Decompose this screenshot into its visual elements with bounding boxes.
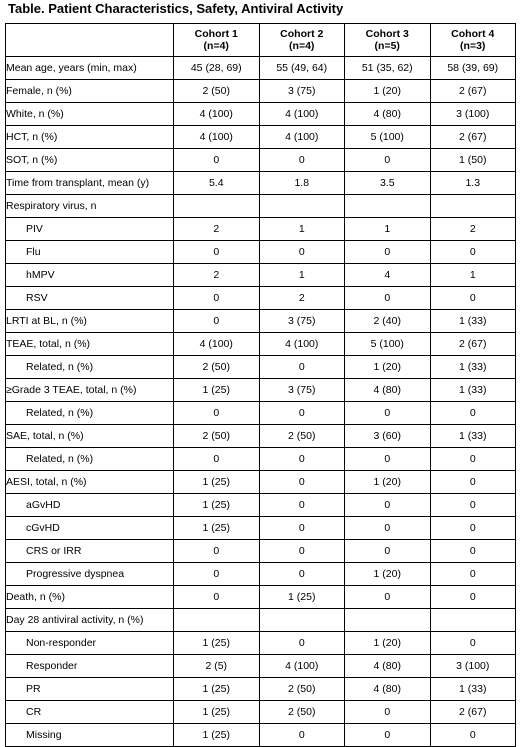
header-cohort-4	[430, 24, 516, 57]
cohort-4-value: 58 (39, 69)	[430, 57, 516, 80]
cohort-3-value: 0	[345, 724, 431, 747]
cohort-2-value: 4 (100)	[259, 333, 345, 356]
cohort-3-value: 4 (80)	[345, 678, 431, 701]
cohort-4-value: 2 (67)	[430, 701, 516, 724]
table-row	[6, 701, 516, 724]
row-label: Flu	[6, 241, 174, 264]
cohort-3-value: 1 (20)	[345, 80, 431, 103]
cohort-4-value: 2 (67)	[430, 333, 516, 356]
cohort-4-value: 1	[430, 264, 516, 287]
cohort-3-value: 0	[345, 540, 431, 563]
cohort-1-value: 0	[174, 586, 260, 609]
row-label: Death, n (%)	[6, 586, 174, 609]
cohort-1-value: 4 (100)	[174, 333, 260, 356]
cohort-3-value: 3.5	[345, 172, 431, 195]
cohort-4-value: 1 (33)	[430, 425, 516, 448]
cohort-4-value: 0	[430, 586, 516, 609]
table-row	[6, 379, 516, 402]
cohort-2-value: 0	[259, 724, 345, 747]
table-row	[6, 517, 516, 540]
header-cohort-1	[174, 24, 260, 57]
cohort-3-value: 2 (40)	[345, 310, 431, 333]
row-label: Related, n (%)	[6, 448, 174, 471]
table-row	[6, 149, 516, 172]
cohort-2-value: 1	[259, 264, 345, 287]
header-row	[6, 24, 516, 57]
row-label: Female, n (%)	[6, 80, 174, 103]
cohort-3-value: 4 (80)	[345, 379, 431, 402]
table-row	[6, 471, 516, 494]
cohort-2-value: 3 (75)	[259, 80, 345, 103]
table-row	[6, 586, 516, 609]
cohort-1-value: 1 (25)	[174, 632, 260, 655]
row-label: LRTI at BL, n (%)	[6, 310, 174, 333]
cohort-3-value: 0	[345, 494, 431, 517]
cohort-4-value: 1 (50)	[430, 149, 516, 172]
table-row	[6, 264, 516, 287]
row-label: cGvHD	[6, 517, 174, 540]
cohort-2-value: 1.8	[259, 172, 345, 195]
cohort-1-value: 5.4	[174, 172, 260, 195]
cohort-2-value: 0	[259, 494, 345, 517]
cohort-1-value: 1 (25)	[174, 678, 260, 701]
row-label: Respiratory virus, n	[6, 195, 174, 218]
row-label: hMPV	[6, 264, 174, 287]
cohort-2-value: 4 (100)	[259, 655, 345, 678]
table-row	[6, 241, 516, 264]
cohort-3-value: 0	[345, 448, 431, 471]
table-row	[6, 287, 516, 310]
cohort-3-value: 0	[345, 402, 431, 425]
cohort-1-value: 0	[174, 310, 260, 333]
cohort-4-value: 2	[430, 218, 516, 241]
cohort-3-value: 0	[345, 586, 431, 609]
cohort-size: (n=4)	[289, 40, 315, 52]
cohort-2-value: 0	[259, 402, 345, 425]
cohort-2-value: 3 (75)	[259, 310, 345, 333]
row-label: Mean age, years (min, max)	[6, 57, 174, 80]
cohort-4-value: 0	[430, 724, 516, 747]
cohort-2-value: 0	[259, 517, 345, 540]
table-row	[6, 172, 516, 195]
table-row	[6, 540, 516, 563]
cohort-2-value: 4 (100)	[259, 103, 345, 126]
cohort-3-value	[345, 195, 431, 218]
cohort-4-value: 3 (100)	[430, 103, 516, 126]
cohort-1-value: 1 (25)	[174, 724, 260, 747]
cohort-4-value: 1 (33)	[430, 678, 516, 701]
cohort-1-value: 0	[174, 540, 260, 563]
row-label: ≥Grade 3 TEAE, total, n (%)	[6, 379, 174, 402]
cohort-1-value: 2	[174, 264, 260, 287]
cohort-1-value: 1 (25)	[174, 379, 260, 402]
cohort-4-value	[430, 609, 516, 632]
row-label: HCT, n (%)	[6, 126, 174, 149]
header-cohort-3	[345, 24, 431, 57]
cohort-4-value: 0	[430, 287, 516, 310]
cohort-4-value: 2 (67)	[430, 80, 516, 103]
cohort-2-value	[259, 609, 345, 632]
row-label: Related, n (%)	[6, 356, 174, 379]
cohort-2-value: 2 (50)	[259, 678, 345, 701]
cohort-4-value: 0	[430, 563, 516, 586]
table-row	[6, 402, 516, 425]
cohort-2-value	[259, 195, 345, 218]
table-row	[6, 103, 516, 126]
cohort-1-value: 1 (25)	[174, 517, 260, 540]
cohort-4-value: 0	[430, 448, 516, 471]
cohort-1-value: 0	[174, 402, 260, 425]
cohort-size: (n=5)	[374, 40, 400, 52]
row-label: Related, n (%)	[6, 402, 174, 425]
cohort-3-value: 51 (35, 62)	[345, 57, 431, 80]
table-body	[6, 57, 516, 747]
cohort-4-value: 0	[430, 494, 516, 517]
row-label: Progressive dyspnea	[6, 563, 174, 586]
cohort-4-value: 1.3	[430, 172, 516, 195]
cohort-3-value: 1 (20)	[345, 471, 431, 494]
table-row	[6, 724, 516, 747]
table-row	[6, 655, 516, 678]
cohort-name: Cohort 4	[451, 28, 495, 40]
table-row	[6, 80, 516, 103]
cohort-1-value: 1 (25)	[174, 471, 260, 494]
row-label: TEAE, total, n (%)	[6, 333, 174, 356]
cohort-3-value: 0	[345, 517, 431, 540]
cohort-1-value: 0	[174, 241, 260, 264]
row-label: White, n (%)	[6, 103, 174, 126]
cohort-3-value: 1 (20)	[345, 563, 431, 586]
cohort-1-value: 2 (50)	[174, 425, 260, 448]
cohort-1-value: 0	[174, 563, 260, 586]
cohort-4-value: 1 (33)	[430, 356, 516, 379]
table-row	[6, 195, 516, 218]
cohort-4-value: 0	[430, 241, 516, 264]
cohort-2-value: 0	[259, 356, 345, 379]
cohort-4-value	[430, 195, 516, 218]
cohort-2-value: 0	[259, 540, 345, 563]
cohort-1-value: 4 (100)	[174, 126, 260, 149]
row-label: AESI, total, n (%)	[6, 471, 174, 494]
cohort-3-value: 5 (100)	[345, 126, 431, 149]
table-row	[6, 563, 516, 586]
row-label: Day 28 antiviral activity, n (%)	[6, 609, 174, 632]
cohort-name: Cohort 1	[194, 28, 238, 40]
table-row	[6, 632, 516, 655]
cohort-4-value: 0	[430, 632, 516, 655]
row-label: SOT, n (%)	[6, 149, 174, 172]
row-label: CRS or IRR	[6, 540, 174, 563]
cohort-size: (n=4)	[203, 40, 229, 52]
table-row	[6, 448, 516, 471]
cohort-3-value: 4 (80)	[345, 103, 431, 126]
cohort-4-value: 1 (33)	[430, 310, 516, 333]
cohort-2-value: 3 (75)	[259, 379, 345, 402]
cohort-3-value: 0	[345, 701, 431, 724]
table-row	[6, 310, 516, 333]
table-row	[6, 356, 516, 379]
cohort-4-value: 0	[430, 402, 516, 425]
cohort-2-value: 0	[259, 632, 345, 655]
cohort-2-value: 0	[259, 448, 345, 471]
row-label: aGvHD	[6, 494, 174, 517]
cohort-name: Cohort 2	[280, 28, 324, 40]
cohort-3-value: 1	[345, 218, 431, 241]
cohort-2-value: 4 (100)	[259, 126, 345, 149]
cohort-3-value: 0	[345, 287, 431, 310]
cohort-3-value: 4 (80)	[345, 655, 431, 678]
row-label: PR	[6, 678, 174, 701]
cohort-3-value	[345, 609, 431, 632]
row-label: PIV	[6, 218, 174, 241]
cohort-1-value: 2 (50)	[174, 356, 260, 379]
cohort-1-value: 0	[174, 287, 260, 310]
table-row	[6, 333, 516, 356]
header-cell	[6, 24, 174, 57]
patient-characteristics-table	[5, 23, 516, 747]
cohort-4-value: 1 (33)	[430, 379, 516, 402]
cohort-4-value: 0	[430, 540, 516, 563]
cohort-3-value: 3 (60)	[345, 425, 431, 448]
cohort-3-value: 1 (20)	[345, 356, 431, 379]
cohort-1-value: 2	[174, 218, 260, 241]
cohort-2-value: 0	[259, 471, 345, 494]
cohort-3-value: 5 (100)	[345, 333, 431, 356]
table-row	[6, 57, 516, 80]
row-label: RSV	[6, 287, 174, 310]
cohort-1-value: 1 (25)	[174, 701, 260, 724]
table-row	[6, 218, 516, 241]
cohort-size: (n=3)	[460, 40, 486, 52]
cohort-name: Cohort 3	[365, 28, 409, 40]
row-label: Time from transplant, mean (y)	[6, 172, 174, 195]
header-cohort-2	[259, 24, 345, 57]
cohort-2-value: 2	[259, 287, 345, 310]
cohort-2-value: 55 (49, 64)	[259, 57, 345, 80]
cohort-2-value: 1 (25)	[259, 586, 345, 609]
table-title: Table. Patient Characteristics, Safety, Antiviral Activity	[8, 1, 344, 16]
cohort-4-value: 0	[430, 471, 516, 494]
cohort-4-value: 0	[430, 517, 516, 540]
table-row	[6, 494, 516, 517]
cohort-4-value: 2 (67)	[430, 126, 516, 149]
cohort-2-value: 0	[259, 149, 345, 172]
cohort-2-value: 0	[259, 241, 345, 264]
row-label: Non-responder	[6, 632, 174, 655]
table-row	[6, 425, 516, 448]
cohort-3-value: 4	[345, 264, 431, 287]
row-label: Responder	[6, 655, 174, 678]
cohort-2-value: 2 (50)	[259, 701, 345, 724]
table-row	[6, 126, 516, 149]
cohort-1-value: 0	[174, 149, 260, 172]
cohort-3-value: 0	[345, 149, 431, 172]
row-label: SAE, total, n (%)	[6, 425, 174, 448]
table-row	[6, 609, 516, 632]
cohort-1-value	[174, 609, 260, 632]
row-label: Missing	[6, 724, 174, 747]
cohort-3-value: 1 (20)	[345, 632, 431, 655]
cohort-1-value	[174, 195, 260, 218]
cohort-1-value: 45 (28, 69)	[174, 57, 260, 80]
cohort-2-value: 1	[259, 218, 345, 241]
cohort-2-value: 0	[259, 563, 345, 586]
cohort-4-value: 3 (100)	[430, 655, 516, 678]
cohort-1-value: 4 (100)	[174, 103, 260, 126]
cohort-1-value: 1 (25)	[174, 494, 260, 517]
cohort-1-value: 0	[174, 448, 260, 471]
cohort-1-value: 2 (50)	[174, 80, 260, 103]
cohort-1-value: 2 (5)	[174, 655, 260, 678]
row-label: CR	[6, 701, 174, 724]
cohort-2-value: 2 (50)	[259, 425, 345, 448]
cohort-3-value: 0	[345, 241, 431, 264]
